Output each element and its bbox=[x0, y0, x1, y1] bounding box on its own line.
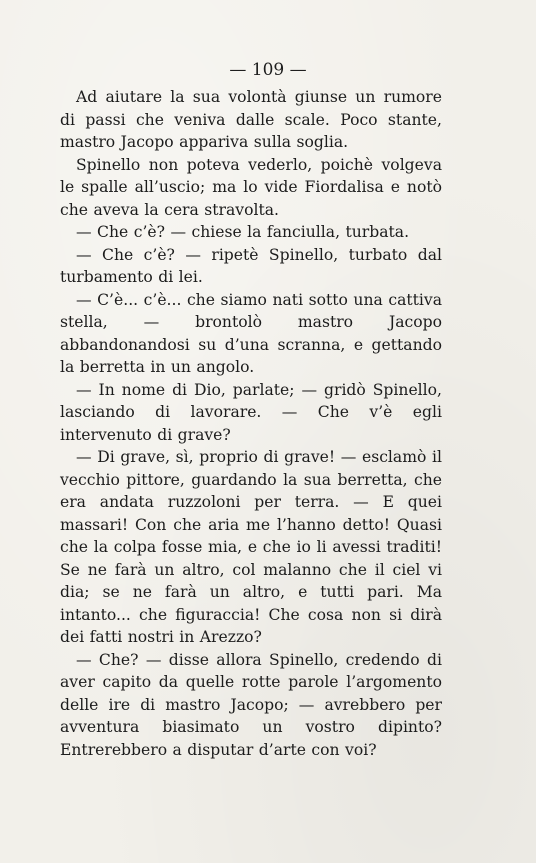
body-text bbox=[60, 86, 442, 761]
page-number: — 109 — bbox=[229, 60, 307, 80]
paragraph: — Che? — disse allora Spinello, credendo di aver capito da quelle rotte parole l’argomento delle ire di mastro Jacopo; — avrebbero per avventura biasimato un vostro dipinto? Entrerebbero a disputar d’arte con voi? bbox=[60, 650, 442, 759]
paragraph: — In nome di Dio, parlate; — gridò Spinello, lasciando di lavorare. — Che v’è egli intervenuto di grave? bbox=[60, 380, 442, 444]
paragraph: Ad aiutare la sua volontà giunse un rumore di passi che veniva dalle scale. Poco stante, mastro Jacopo appariva sulla soglia. bbox=[60, 88, 442, 151]
paragraph: — Che c’è? — ripetè Spinello, turbato dal turbamento di lei. bbox=[60, 245, 442, 286]
paragraph: Spinello non poteva vederlo, poichè volgeva le spalle all’uscio; ma lo vide Fiordalisa e notò che aveva la cera stravolta. bbox=[60, 155, 442, 219]
paragraph: — Che c’è? — chiese la fanciulla, turbata. bbox=[76, 223, 410, 241]
paragraph: — Di grave, sì, proprio di grave! — esclamò il vecchio pittore, guardando la sua berretta, che era andata ruzzoloni per terra. — E quei massari! Con che aria me l’hanno detto! Quasi che la colpa fosse mia, e che io li avessi traditi! Se ne farà un altro, col malanno che il ciel vi dia; se ne farà un altro, e tutti pari. Ma intanto... che figuraccia! Che cosa non si dirà dei fatti nostri in Arezzo? bbox=[60, 448, 442, 646]
paragraph: — C’è... c’è... che siamo nati sotto una cattiva stella, — brontolò mastro Jacopo abbandonandosi su d’una scranna, e gettando la berretta in un angolo. bbox=[60, 290, 442, 376]
